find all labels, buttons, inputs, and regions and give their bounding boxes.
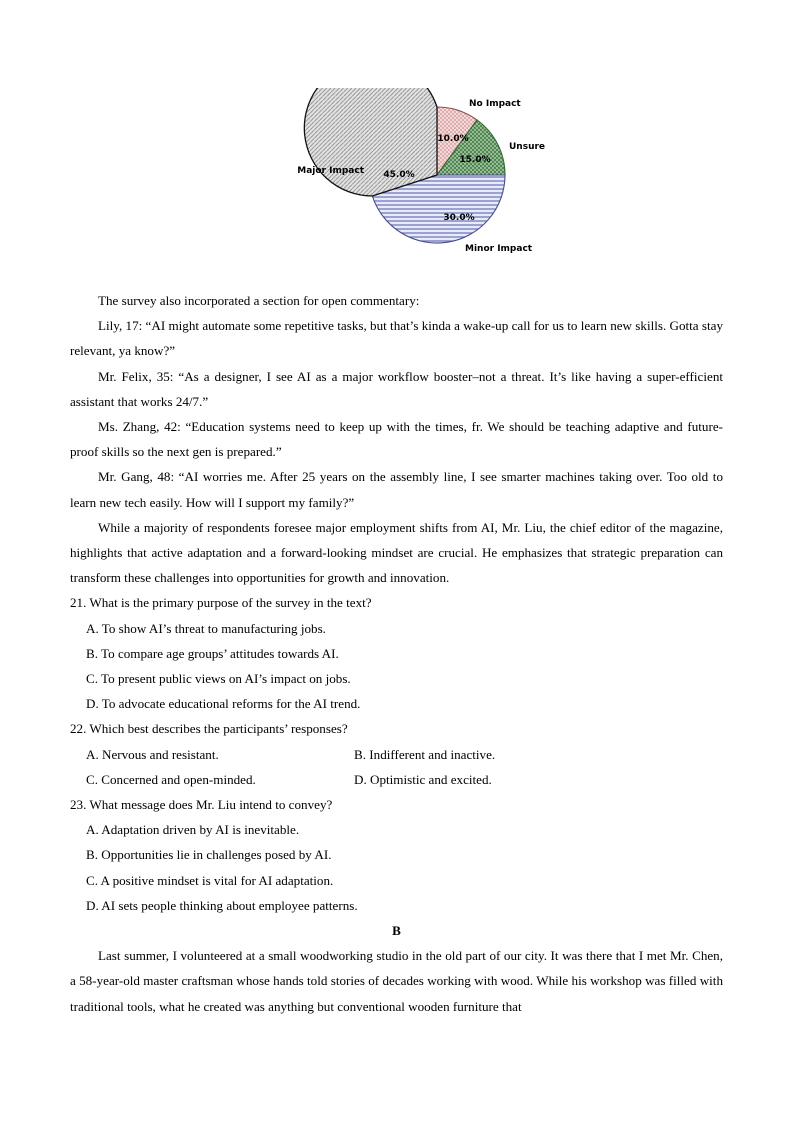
pie-label-unsure: Unsure (509, 142, 546, 152)
question-23-option-d[interactable]: D. AI sets people thinking about employee patterns. (86, 897, 358, 913)
pie-pct-no-impact: 10.0% (437, 134, 469, 144)
question-22-stem: 22. Which best describes the participants’ responses? (70, 721, 348, 737)
question-23-option-b[interactable]: B. Opportunities lie in challenges posed by AI. (86, 847, 332, 863)
pie-label-major-impact: Major Impact (297, 166, 364, 176)
question-21-option-d[interactable]: D. To advocate educational reforms for the AI trend. (86, 696, 361, 712)
pie-chart-figure (247, 88, 567, 268)
document-body (70, 288, 723, 1019)
pie-chart-svg (247, 88, 567, 268)
question-22-options-row-1 (70, 742, 723, 767)
section-b-marker: B (392, 923, 401, 939)
pie-label-minor-impact: Minor Impact (465, 244, 533, 254)
pie-slice-major-impact (304, 88, 437, 196)
question-21-option-a[interactable]: A. To show AI’s threat to manufacturing jobs. (86, 620, 326, 636)
question-22-option-d[interactable]: D. Optimistic and excited. (354, 771, 492, 787)
question-22-option-c[interactable]: C. Concerned and open-minded. (86, 771, 256, 787)
question-21-stem: 21. What is the primary purpose of the survey in the text? (70, 595, 372, 611)
question-22-options-row-2 (70, 767, 723, 792)
question-23-option-c[interactable]: C. A positive mindset is vital for AI adaptation. (86, 872, 334, 888)
quote-zhang: Ms. Zhang, 42: “Education systems need to keep up with the times, fr. We should be teaching adaptive and future-proof skills so the next gen is prepared.” (70, 419, 723, 460)
pie-pct-unsure: 15.0% (459, 155, 491, 165)
intro-paragraph: The survey also incorporated a section for open commentary: (98, 293, 420, 308)
quote-felix: Mr. Felix, 35: “As a designer, I see AI as a major workflow booster–not a threat. It’s like having a super-efficient assistant that works 24/7.” (70, 368, 723, 409)
question-23-option-a[interactable]: A. Adaptation driven by AI is inevitable. (86, 822, 300, 838)
quote-lily: Lily, 17: “AI might automate some repetitive tasks, but that’s kinda a wake-up call for us to learn new skills. Gotta stay relevant, ya know?” (70, 318, 723, 359)
question-23-stem: 23. What message does Mr. Liu intend to convey? (70, 797, 333, 813)
quote-gang: Mr. Gang, 48: “AI worries me. After 25 years on the assembly line, I see smarter machines taking over. Too old to learn new tech easily. How will I support my family?” (70, 469, 723, 510)
closing-paragraph: While a majority of respondents foresee major employment shifts from AI, Mr. Liu, the chief editor of the magazine, highlights that active adaptation and a forward-looking mindset are crucial. He emphasizes that strategic preparation can transform these challenges into opportunities for growth and innovation. (70, 519, 723, 586)
question-21-option-c[interactable]: C. To present public views on AI’s impact on jobs. (86, 671, 351, 687)
question-22-option-a[interactable]: A. Nervous and resistant. (86, 746, 219, 762)
pie-pct-minor-impact: 30.0% (443, 213, 475, 223)
section-b-paragraph: Last summer, I volunteered at a small woodworking studio in the old part of our city. It was there that I met Mr. Chen, a 58-year-old master craftsman whose hands told stories of decades working with wood. While his workshop was filled with traditional tools, what he created was anything but conventional wooden furniture that (70, 948, 723, 1014)
pie-pct-major-impact: 45.0% (383, 170, 415, 180)
pie-label-no-impact: No Impact (469, 99, 521, 109)
question-22-option-b[interactable]: B. Indifferent and inactive. (354, 746, 496, 762)
question-21-option-b[interactable]: B. To compare age groups’ attitudes towards AI. (86, 645, 339, 661)
